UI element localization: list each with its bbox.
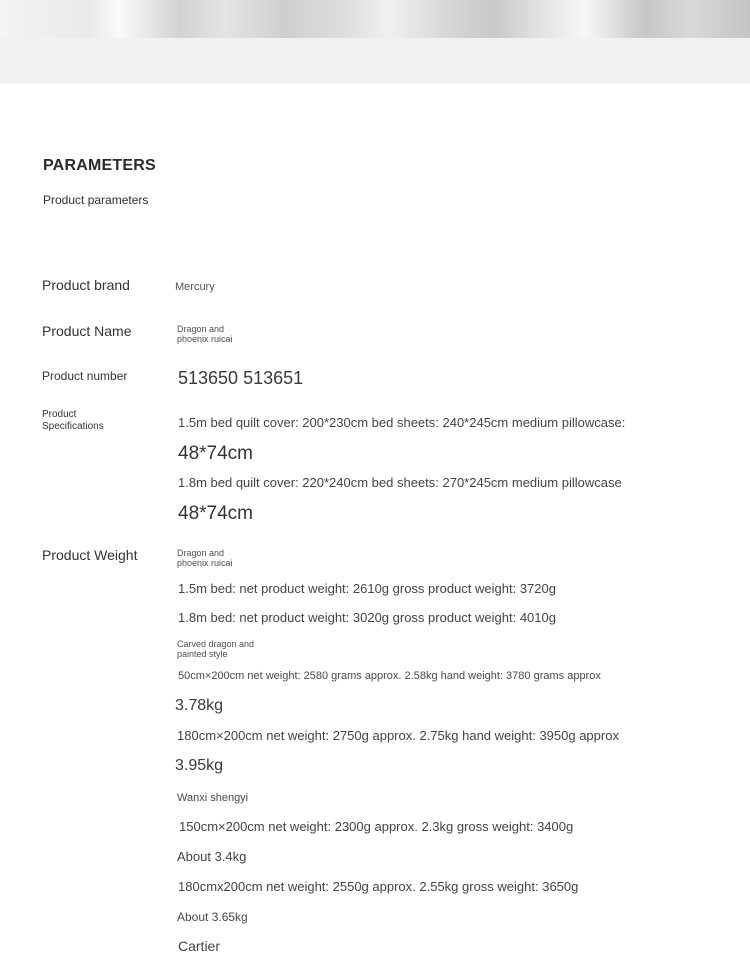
value-product-name: Dragon and phoenix ruicai: [177, 324, 233, 344]
weight-group-4-title: Cartier: [178, 938, 221, 954]
weight-group-2-line-1: 50cm×200cm net weight: 2580 grams approx. 2.58kg hand weight: 3780 grams approx: [178, 670, 601, 682]
label-product-number: Product number: [42, 369, 128, 383]
weight-group-3-line-2: 180cmx200cm net weight: 2550g approx. 2.55kg gross weight: 3650g: [178, 879, 579, 894]
spec-line-2: 1.8m bed quilt cover: 220*240cm bed sheets: 270*245cm medium pillowcase: [178, 475, 622, 490]
label-product-name: Product Name: [42, 323, 132, 339]
weight-group-2-line-2: 180cm×200cm net weight: 2750g approx. 2.75kg hand weight: 3950g approx: [177, 728, 619, 743]
value-product-brand: Mercury: [175, 281, 215, 293]
value-product-number: 513650 513651: [178, 368, 304, 388]
label-product-brand: Product brand: [42, 277, 130, 293]
weight-group-1-line-1: 1.5m bed: net product weight: 2610g gross product weight: 3720g: [178, 581, 556, 596]
weight-group-2-line-2-end: 3.95kg: [175, 757, 224, 774]
weight-group-3-line-1: 150cm×200cm net weight: 2300g approx. 2.3kg gross weight: 3400g: [179, 819, 574, 834]
spec-line-1: 1.5m bed quilt cover: 200*230cm bed sheets: 240*245cm medium pillowcase:: [178, 415, 626, 430]
page-subtitle: Product parameters: [43, 193, 149, 207]
label-product-specifications: Product Specifications: [42, 409, 104, 432]
weight-group-3-line-1-end: About 3.4kg: [177, 849, 247, 864]
weight-group-1-title: Dragon and phoenix ruicai: [177, 548, 233, 568]
top-banner-image: [0, 0, 750, 38]
weight-group-3-title: Wanxi shengyi: [177, 792, 249, 804]
header-band: [0, 38, 750, 84]
weight-group-2-line-1-end: 3.78kg: [175, 697, 224, 714]
label-product-weight: Product Weight: [42, 547, 138, 563]
spec-line-1-size: 48*74cm: [178, 443, 253, 464]
weight-group-2-title: Carved dragon and painted style: [177, 639, 255, 659]
spec-line-2-size: 48*74cm: [178, 503, 253, 524]
weight-group-3-line-2-end: About 3.65kg: [177, 910, 248, 924]
page-title: PARAMETERS: [43, 157, 156, 174]
weight-group-1-line-2: 1.8m bed: net product weight: 3020g gross product weight: 4010g: [178, 610, 556, 625]
